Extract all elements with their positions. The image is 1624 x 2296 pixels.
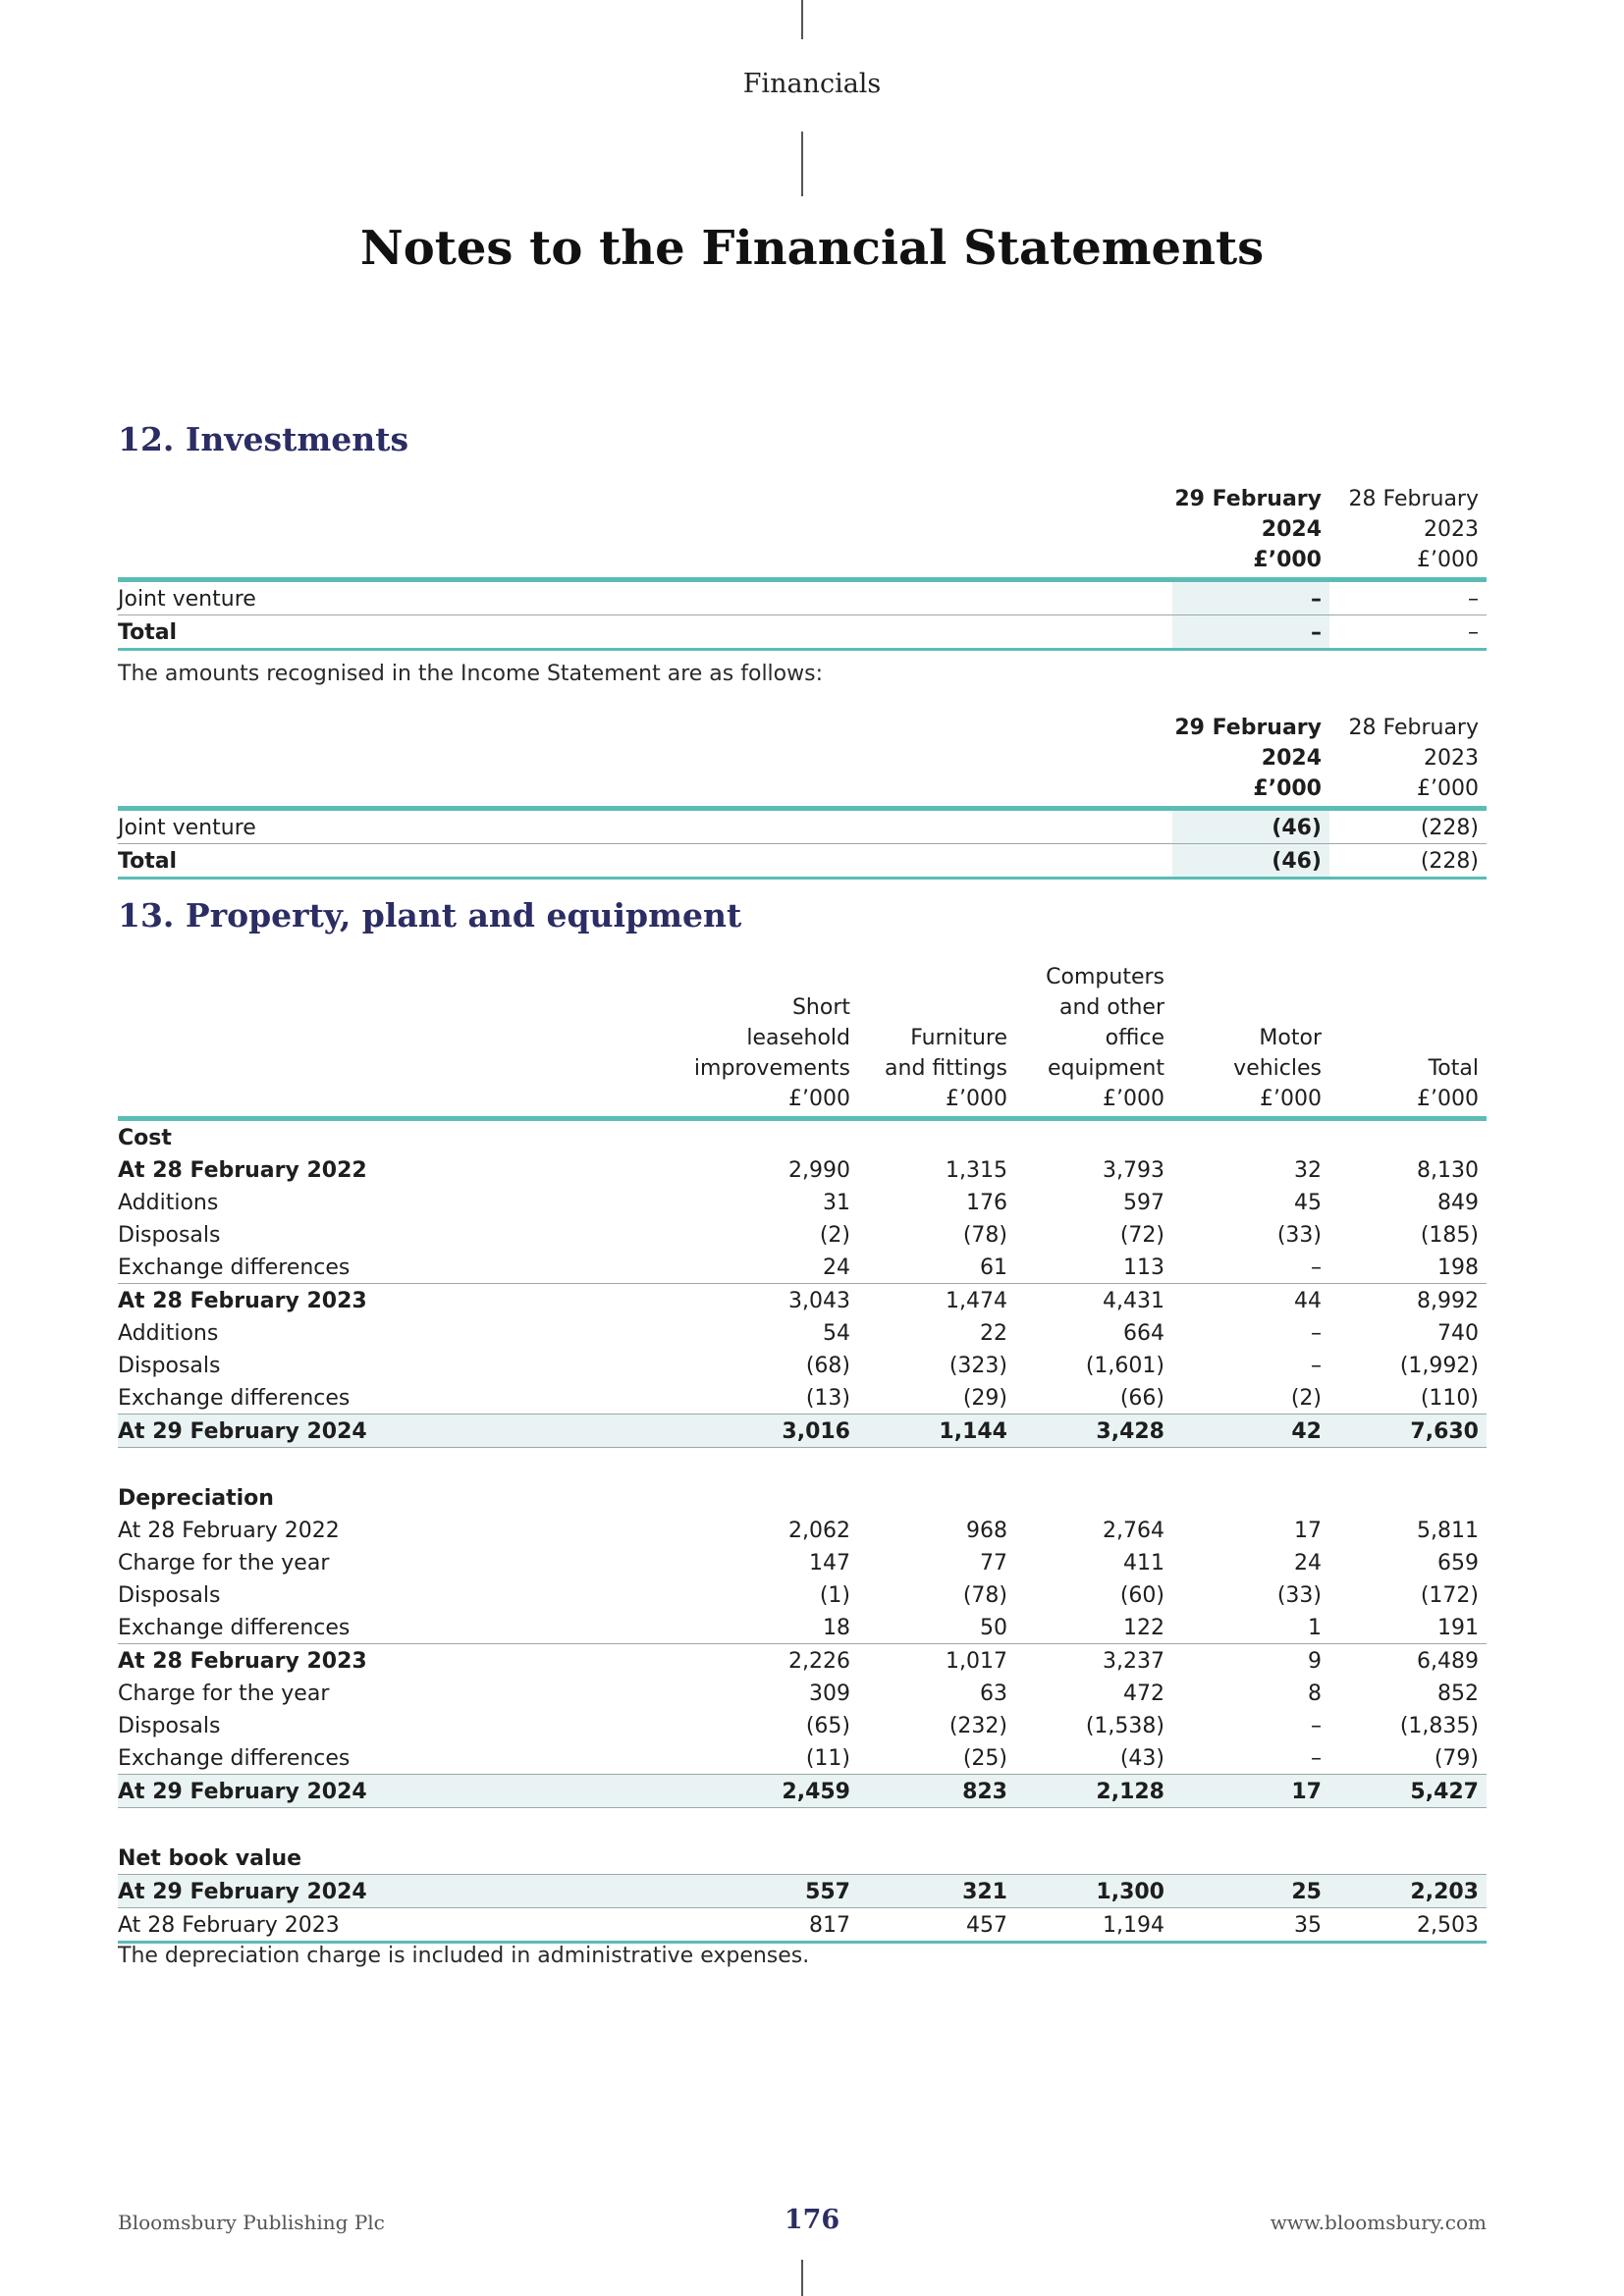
value-cell: (25) bbox=[858, 1741, 1015, 1775]
value-cell: 3,043 bbox=[788, 1289, 850, 1313]
value-cell: 2,203 bbox=[1329, 1875, 1487, 1908]
value-cell: – bbox=[1172, 1251, 1329, 1284]
value-cell: 31 bbox=[823, 1191, 850, 1215]
row-label: Disposals bbox=[118, 1354, 221, 1378]
value-cell: 4,431 bbox=[1103, 1289, 1164, 1313]
value-cell: (172) bbox=[1420, 1583, 1479, 1608]
value-cell: 2,990 bbox=[788, 1158, 850, 1183]
col-header-computers: Computers and other office equipment £’000 bbox=[1015, 962, 1172, 1119]
value-cell: 176 bbox=[966, 1191, 1007, 1215]
value-cell: 557 bbox=[694, 1875, 858, 1908]
empty-cell bbox=[1329, 1481, 1487, 1514]
value-cell: 2,226 bbox=[788, 1649, 850, 1674]
value-cell: 659 bbox=[1437, 1551, 1479, 1575]
row-label: Disposals bbox=[118, 1223, 221, 1248]
row-label: Charge for the year bbox=[118, 1682, 330, 1706]
value-cell: 968 bbox=[966, 1519, 1007, 1543]
title-divider-line bbox=[801, 132, 803, 196]
section-title-row bbox=[118, 1481, 1487, 1514]
section-title: Cost bbox=[118, 1126, 172, 1150]
row-label: At 28 February 2023 bbox=[118, 1908, 694, 1943]
value-cell: 1,474 bbox=[946, 1289, 1007, 1313]
section-title-row bbox=[118, 1842, 1487, 1875]
value-cell: (323) bbox=[948, 1354, 1007, 1378]
section-label: Financials bbox=[742, 69, 882, 99]
value-cell: (11) bbox=[694, 1741, 858, 1775]
income-statement-note: The amounts recognised in the Income Statement are as follows: bbox=[118, 662, 823, 686]
value-cell: 18 bbox=[694, 1611, 858, 1644]
table-row bbox=[118, 1251, 1487, 1284]
col-header-2024: 29 February 2024 £’000 bbox=[1172, 713, 1329, 809]
ppe-heading: 13. Property, plant and equipment bbox=[118, 896, 742, 934]
value-cell: 2,062 bbox=[788, 1519, 850, 1543]
value-cell: 1,194 bbox=[1015, 1908, 1172, 1943]
empty-cell bbox=[858, 1481, 1015, 1514]
value-cell: (1,601) bbox=[1085, 1354, 1164, 1378]
table-row bbox=[118, 1546, 1487, 1578]
value-cell: 823 bbox=[858, 1775, 1015, 1808]
value-cell: 54 bbox=[823, 1321, 850, 1346]
value-cell: (2) bbox=[819, 1223, 850, 1248]
row-label: Exchange differences bbox=[118, 1741, 694, 1775]
value-cell: (60) bbox=[1119, 1583, 1164, 1608]
value-cell: (232) bbox=[948, 1714, 1007, 1738]
ppe-header-row bbox=[118, 962, 1487, 1119]
value-cell: 25 bbox=[1172, 1875, 1329, 1908]
value-cell: 35 bbox=[1172, 1908, 1329, 1943]
value-cell: (79) bbox=[1329, 1741, 1487, 1775]
value-cell: 122 bbox=[1015, 1611, 1172, 1644]
top-divider-line bbox=[801, 0, 803, 39]
value-cell: 24 bbox=[1294, 1551, 1322, 1575]
empty-cell bbox=[1015, 1481, 1172, 1514]
empty-cell bbox=[1015, 1119, 1172, 1154]
value-cell: 472 bbox=[1123, 1682, 1164, 1706]
value-cell: (78) bbox=[962, 1223, 1007, 1248]
value-2023: – bbox=[1329, 580, 1487, 615]
footer-website: www.bloomsbury.com bbox=[1270, 2211, 1487, 2234]
value-cell: (43) bbox=[1015, 1741, 1172, 1775]
value-cell: 8,130 bbox=[1417, 1158, 1479, 1183]
row-label: At 28 February 2022 bbox=[118, 1158, 367, 1183]
value-cell: 50 bbox=[858, 1611, 1015, 1644]
value-cell: 2,459 bbox=[694, 1775, 858, 1808]
value-cell: 2,764 bbox=[1103, 1519, 1164, 1543]
value-cell: 17 bbox=[1294, 1519, 1322, 1543]
value-cell: 8,992 bbox=[1417, 1289, 1479, 1313]
row-label: Exchange differences bbox=[118, 1611, 694, 1644]
value-cell: 2,503 bbox=[1329, 1908, 1487, 1943]
col-header-2023: 28 February 2023 £’000 bbox=[1329, 713, 1487, 809]
spacer-row bbox=[118, 1448, 1487, 1482]
value-2023: (228) bbox=[1329, 809, 1487, 844]
empty-cell bbox=[1172, 1119, 1329, 1154]
value-cell: 3,428 bbox=[1015, 1415, 1172, 1448]
table-row bbox=[118, 1415, 1487, 1448]
row-label: Total bbox=[118, 615, 1172, 650]
row-label: Charge for the year bbox=[118, 1551, 330, 1575]
spacer-cell bbox=[118, 1448, 1487, 1482]
footer-company: Bloomsbury Publishing Plc bbox=[118, 2211, 385, 2234]
value-2023: (228) bbox=[1329, 844, 1487, 879]
value-cell: – bbox=[1311, 1354, 1322, 1378]
value-cell: 113 bbox=[1015, 1251, 1172, 1284]
row-label: At 28 February 2022 bbox=[118, 1519, 340, 1543]
value-cell: (13) bbox=[694, 1381, 858, 1415]
ppe-table bbox=[118, 962, 1487, 1944]
value-cell: 1,017 bbox=[946, 1649, 1007, 1674]
table-row bbox=[118, 1644, 1487, 1678]
empty-cell bbox=[694, 1481, 858, 1514]
row-label: Total bbox=[118, 844, 1172, 879]
row-label: Joint venture bbox=[118, 580, 1172, 615]
empty-cell bbox=[1015, 1842, 1172, 1875]
value-cell: 17 bbox=[1172, 1775, 1329, 1808]
investments-header-row bbox=[118, 484, 1487, 580]
value-cell: 24 bbox=[694, 1251, 858, 1284]
table-row bbox=[118, 809, 1487, 844]
row-label: Exchange differences bbox=[118, 1381, 694, 1415]
table-row bbox=[118, 580, 1487, 615]
value-cell: 849 bbox=[1437, 1191, 1479, 1215]
value-cell: 411 bbox=[1123, 1551, 1164, 1575]
value-cell: 817 bbox=[694, 1908, 858, 1943]
value-cell: 6,489 bbox=[1417, 1649, 1479, 1674]
col-header-short-leasehold: Short leasehold improvements £’000 bbox=[694, 962, 858, 1119]
spacer-row bbox=[118, 1808, 1487, 1842]
row-label: Joint venture bbox=[118, 809, 1172, 844]
col-header-furniture: Furniture and fittings £’000 bbox=[858, 962, 1015, 1119]
income-header-row bbox=[118, 713, 1487, 809]
row-label: At 28 February 2023 bbox=[118, 1649, 367, 1674]
value-cell: 309 bbox=[809, 1682, 850, 1706]
value-cell: (68) bbox=[805, 1354, 850, 1378]
value-cell: 740 bbox=[1437, 1321, 1479, 1346]
col-header-2023: 28 February 2023 £’000 bbox=[1329, 484, 1487, 580]
table-row bbox=[118, 1875, 1487, 1908]
row-label: Disposals bbox=[118, 1714, 221, 1738]
table-row bbox=[118, 1578, 1487, 1611]
empty-header-cell bbox=[118, 484, 1172, 580]
empty-cell bbox=[1172, 1842, 1329, 1875]
table-row bbox=[118, 1514, 1487, 1546]
spacer-cell bbox=[118, 1808, 1487, 1842]
total-row bbox=[118, 844, 1487, 879]
value-cell: 3,016 bbox=[694, 1415, 858, 1448]
value-cell: 42 bbox=[1172, 1415, 1329, 1448]
value-cell: 191 bbox=[1329, 1611, 1487, 1644]
empty-cell bbox=[858, 1119, 1015, 1154]
value-cell: (1) bbox=[819, 1583, 850, 1608]
value-cell: – bbox=[1311, 1714, 1322, 1738]
table-row bbox=[118, 1316, 1487, 1349]
section-title: Depreciation bbox=[118, 1486, 274, 1511]
value-cell: (1,835) bbox=[1399, 1714, 1479, 1738]
row-label: Exchange differences bbox=[118, 1251, 694, 1284]
row-label: At 29 February 2024 bbox=[118, 1415, 694, 1448]
value-cell: 147 bbox=[809, 1551, 850, 1575]
empty-header-cell bbox=[118, 962, 694, 1119]
value-cell: 1 bbox=[1172, 1611, 1329, 1644]
value-cell: 664 bbox=[1123, 1321, 1164, 1346]
footer-page-number: 176 bbox=[784, 2205, 840, 2235]
row-label: At 29 February 2024 bbox=[118, 1875, 694, 1908]
value-cell: 3,793 bbox=[1103, 1158, 1164, 1183]
value-2023: – bbox=[1329, 615, 1487, 650]
investments-heading: 12. Investments bbox=[118, 420, 409, 458]
value-cell: (1,992) bbox=[1399, 1354, 1479, 1378]
bottom-divider-line bbox=[801, 2260, 803, 2296]
table-row bbox=[118, 1186, 1487, 1218]
value-cell: 2,128 bbox=[1015, 1775, 1172, 1808]
table-row bbox=[118, 1741, 1487, 1775]
value-cell: 9 bbox=[1308, 1649, 1322, 1674]
value-cell: (66) bbox=[1015, 1381, 1172, 1415]
value-cell: (33) bbox=[1276, 1583, 1322, 1608]
value-cell: 8 bbox=[1308, 1682, 1322, 1706]
table-row bbox=[118, 1908, 1487, 1943]
value-cell: 1,300 bbox=[1015, 1875, 1172, 1908]
table-row bbox=[118, 1218, 1487, 1251]
value-cell: 5,427 bbox=[1329, 1775, 1487, 1808]
value-cell: – bbox=[1172, 1741, 1329, 1775]
table-row bbox=[118, 1677, 1487, 1709]
value-cell: 5,811 bbox=[1417, 1519, 1479, 1543]
row-label: At 28 February 2023 bbox=[118, 1289, 367, 1313]
value-cell: (1,538) bbox=[1085, 1714, 1164, 1738]
table-row bbox=[118, 1381, 1487, 1415]
empty-cell bbox=[1172, 1481, 1329, 1514]
empty-cell bbox=[694, 1842, 858, 1875]
value-cell: (2) bbox=[1172, 1381, 1329, 1415]
investments-table bbox=[118, 484, 1487, 651]
section-title: Net book value bbox=[118, 1842, 694, 1875]
value-cell: 61 bbox=[858, 1251, 1015, 1284]
value-cell: (78) bbox=[962, 1583, 1007, 1608]
value-cell: 7,630 bbox=[1329, 1415, 1487, 1448]
row-label: Additions bbox=[118, 1321, 219, 1346]
value-cell: 22 bbox=[980, 1321, 1007, 1346]
value-2024: (46) bbox=[1172, 809, 1329, 844]
col-header-motor-vehicles: Motor vehicles £’000 bbox=[1172, 962, 1329, 1119]
total-row bbox=[118, 615, 1487, 650]
table-row bbox=[118, 1284, 1487, 1317]
table-row bbox=[118, 1153, 1487, 1186]
col-header-total: Total £’000 bbox=[1329, 962, 1487, 1119]
page-title: Notes to the Financial Statements bbox=[359, 221, 1265, 276]
value-cell: 1,144 bbox=[858, 1415, 1015, 1448]
value-cell: (110) bbox=[1329, 1381, 1487, 1415]
value-cell: 198 bbox=[1329, 1251, 1487, 1284]
value-cell: 63 bbox=[980, 1682, 1007, 1706]
value-cell: 1,315 bbox=[946, 1158, 1007, 1183]
empty-cell bbox=[858, 1842, 1015, 1875]
col-header-2024: 29 February 2024 £’000 bbox=[1172, 484, 1329, 580]
empty-header-cell bbox=[118, 713, 1172, 809]
value-cell: – bbox=[1311, 1321, 1322, 1346]
value-cell: 3,237 bbox=[1103, 1649, 1164, 1674]
table-row bbox=[118, 1611, 1487, 1644]
value-2024: (46) bbox=[1172, 844, 1329, 879]
value-cell: 852 bbox=[1437, 1682, 1479, 1706]
income-statement-table bbox=[118, 713, 1487, 880]
value-cell: 32 bbox=[1294, 1158, 1322, 1183]
value-2024: – bbox=[1172, 615, 1329, 650]
value-2024: – bbox=[1172, 580, 1329, 615]
value-cell: 321 bbox=[858, 1875, 1015, 1908]
row-label: Disposals bbox=[118, 1583, 221, 1608]
empty-cell bbox=[1329, 1842, 1487, 1875]
empty-cell bbox=[694, 1119, 858, 1154]
row-label: At 29 February 2024 bbox=[118, 1775, 694, 1808]
value-cell: (185) bbox=[1420, 1223, 1479, 1248]
value-cell: 44 bbox=[1294, 1289, 1322, 1313]
empty-cell bbox=[1329, 1119, 1487, 1154]
value-cell: 77 bbox=[980, 1551, 1007, 1575]
value-cell: (33) bbox=[1276, 1223, 1322, 1248]
value-cell: (65) bbox=[805, 1714, 850, 1738]
row-label: Additions bbox=[118, 1191, 219, 1215]
value-cell: (72) bbox=[1119, 1223, 1164, 1248]
value-cell: 457 bbox=[858, 1908, 1015, 1943]
value-cell: 45 bbox=[1294, 1191, 1322, 1215]
table-row bbox=[118, 1349, 1487, 1381]
table-row bbox=[118, 1709, 1487, 1741]
value-cell: (29) bbox=[858, 1381, 1015, 1415]
value-cell: 597 bbox=[1123, 1191, 1164, 1215]
depreciation-note: The depreciation charge is included in administrative expenses. bbox=[118, 1944, 810, 1968]
table-row bbox=[118, 1775, 1487, 1808]
section-title-row bbox=[118, 1119, 1487, 1154]
